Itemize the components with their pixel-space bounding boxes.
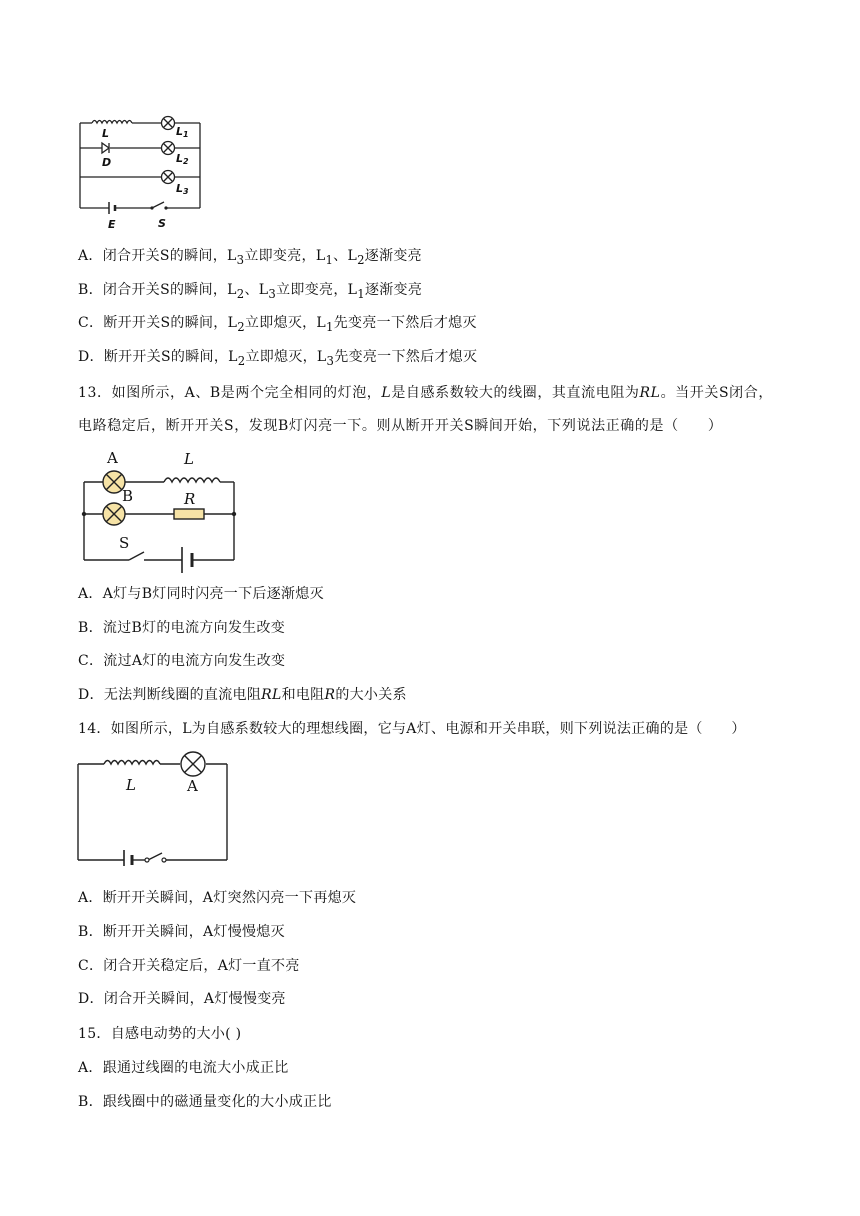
fig14-label-L: L [126, 776, 136, 794]
q13-option-a[interactable]: A．A灯与B灯同时闪亮一下后逐渐熄灭 [78, 586, 324, 602]
q13-stem: 13．如图所示，A、B是两个完全相同的灯泡，L是自感系数较大的线圈，其直流电阻为RL。当开关S闭合，电路稳定后，断开开关S，发现B灯闪亮一下。则从断开开关S瞬间开始，下列说法正确的是（ ） [78, 385, 773, 434]
fig13-label-L: L [184, 450, 194, 468]
q12-option-c[interactable]: C．断开开关S的瞬间，$L_2$立即熄灭，$L_1$先变亮一下然后才熄灭 [78, 315, 477, 334]
q15-option-b[interactable]: B．跟线圈中的磁通量变化的大小成正比 [78, 1094, 332, 1110]
q14-option-a[interactable]: A．断开开关瞬间，A灯突然闪亮一下再熄灭 [78, 890, 357, 906]
q13-option-b[interactable]: B．流过B灯的电流方向发生改变 [78, 620, 286, 636]
fig12-label-L1: L [176, 125, 184, 138]
svg-text:L2: L2 [176, 152, 189, 166]
q13-option-d[interactable]: D．无法判断线圈的直流电阻RL和电阻R的大小关系 [78, 687, 407, 703]
q12-option-b[interactable]: B．闭合开关S的瞬间，$L_2$、$L_3$立即变亮，$L_1$逐渐变亮 [78, 282, 423, 301]
q15-stem: 15．自感电动势的大小( ) [78, 1026, 242, 1042]
fig12-label-S: S [158, 217, 166, 230]
q15-option-a[interactable]: A．跟通过线圈的电流大小成正比 [78, 1060, 289, 1076]
q12-circuit-figure [74, 110, 210, 232]
fig13-label-R: R [184, 490, 196, 508]
q14-stem: 14．如图所示，L为自感系数较大的理想线圈，它与A灯、电源和开关串联，则下列说法正确的是（ ） [78, 721, 746, 737]
fig12-label-L2: L [176, 152, 184, 165]
fig12-label-E: E [108, 218, 116, 231]
fig12-label-L: L [102, 127, 110, 140]
fig12-label-L3: L [176, 182, 184, 195]
fig13-label-A: A [107, 449, 118, 467]
svg-text:L1: L1 [176, 125, 189, 139]
fig12-label-D: D [102, 156, 112, 169]
q14-option-c[interactable]: C．闭合开关稳定后，A灯一直不亮 [78, 958, 300, 974]
q14-option-d[interactable]: D．闭合开关瞬间，A灯慢慢变亮 [78, 991, 286, 1007]
svg-text:L3: L3 [176, 182, 189, 196]
fig13-label-S: S [119, 534, 130, 552]
q12-option-d[interactable]: D．断开开关S的瞬间，$L_2$立即熄灭，$L_3$先变亮一下然后才熄灭 [78, 349, 478, 368]
q14-option-b[interactable]: B．断开开关瞬间，A灯慢慢熄灭 [78, 924, 285, 940]
q13-circuit-figure [74, 444, 244, 574]
q14-circuit-figure [74, 750, 234, 866]
fig14-label-A: A [187, 777, 198, 795]
q12-option-a[interactable]: A．闭合开关S的瞬间，$L_3$立即变亮，$L_1$、$L_2$逐渐变亮 [78, 248, 422, 267]
q13-option-c[interactable]: C．流过A灯的电流方向发生改变 [78, 653, 286, 669]
fig13-label-B: B [122, 487, 134, 505]
